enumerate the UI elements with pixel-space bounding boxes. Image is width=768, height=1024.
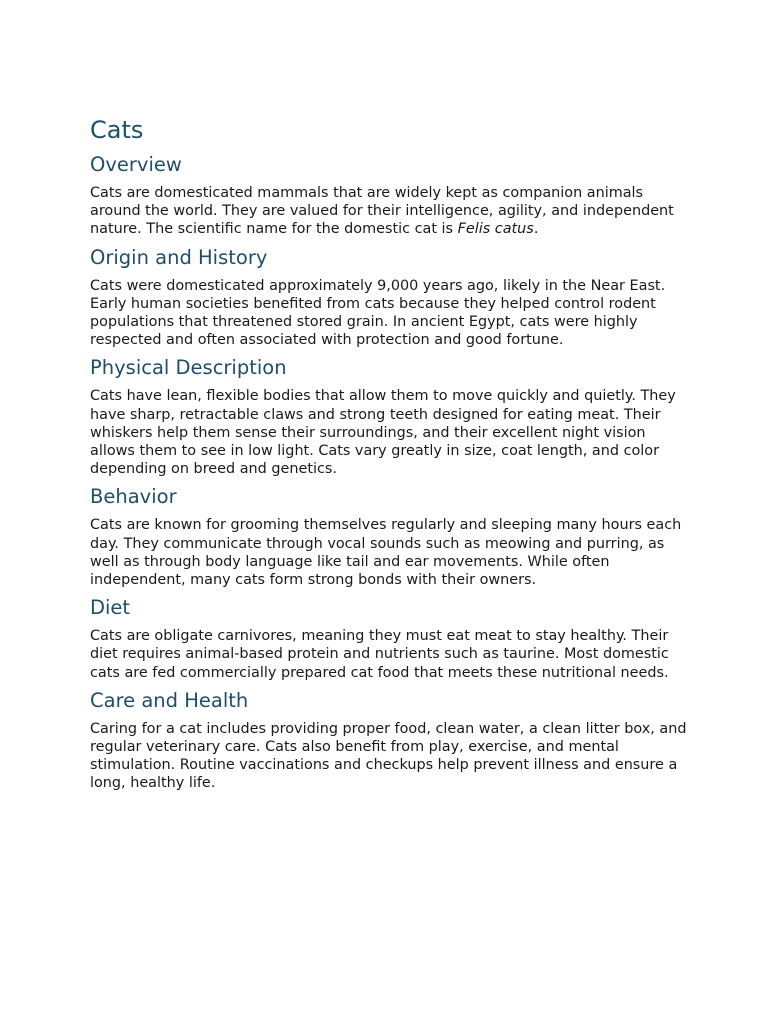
section-heading: Behavior — [90, 485, 177, 509]
section-body: Cats have lean, flexible bodies that allow them to move quickly and quietly. They have sharp, retractable claws and strong teeth designed for eating meat. Their whiskers help them sense their surroundings, and their excellent night vision allows them to see in low light. Cats vary greatly in size, coat length, and color depending on breed and genetics. — [90, 388, 676, 478]
section-body: Caring for a cat includes providing proper food, clean water, a clean litter box, and regular veterinary care. Cats also benefit from play, exercise, and mental stimulation. Routine vaccinations and checkups help prevent illness and ensure a long, healthy life. — [90, 720, 687, 792]
section-body — [90, 184, 690, 239]
section-heading: Overview — [90, 153, 182, 176]
section-heading: Physical Description — [90, 356, 287, 380]
section-diet — [90, 595, 690, 682]
section-origin-and-history — [90, 245, 690, 350]
section-body: Cats are known for grooming themselves regularly and sleeping many hours each day. They communicate through vocal sounds such as meowing and purring, as well as through body language like tail and ear movements. While often independent, many cats form strong bonds with their owners. — [90, 517, 682, 589]
section-heading: Diet — [90, 596, 131, 620]
section-physical-description — [90, 355, 690, 478]
scientific-name: Felis catus — [457, 221, 534, 238]
section-heading: Origin and History — [90, 245, 268, 269]
body-text: Cats are domesticated mammals that are widely kept as companion animals around the world. They are valued for their intelligence, agility, and independent nature. The scientific name for the domestic cat is — [90, 185, 674, 238]
section-body: Cats were domesticated approximately 9,000 years ago, likely in the Near East. Early human societies benefited from cats because they helped control rodent populations that threatened stored grain. In ancient Egypt, cats were highly respected and often associated with protection and good fortune. — [90, 277, 666, 349]
section-behavior — [90, 484, 690, 589]
section-body: Cats are obligate carnivores, meaning they must eat meat to stay healthy. Their diet requires animal-based protein and nutrients such as taurine. Most domestic cats are fed commercially prepared cat food that meets these nutritional needs. — [90, 628, 669, 681]
section-overview — [90, 152, 690, 239]
document-title: Cats — [90, 116, 144, 144]
section-care-and-health — [90, 688, 690, 793]
section-heading: Care and Health — [90, 688, 249, 712]
body-text-end: . — [533, 221, 539, 238]
document-page — [90, 114, 690, 799]
